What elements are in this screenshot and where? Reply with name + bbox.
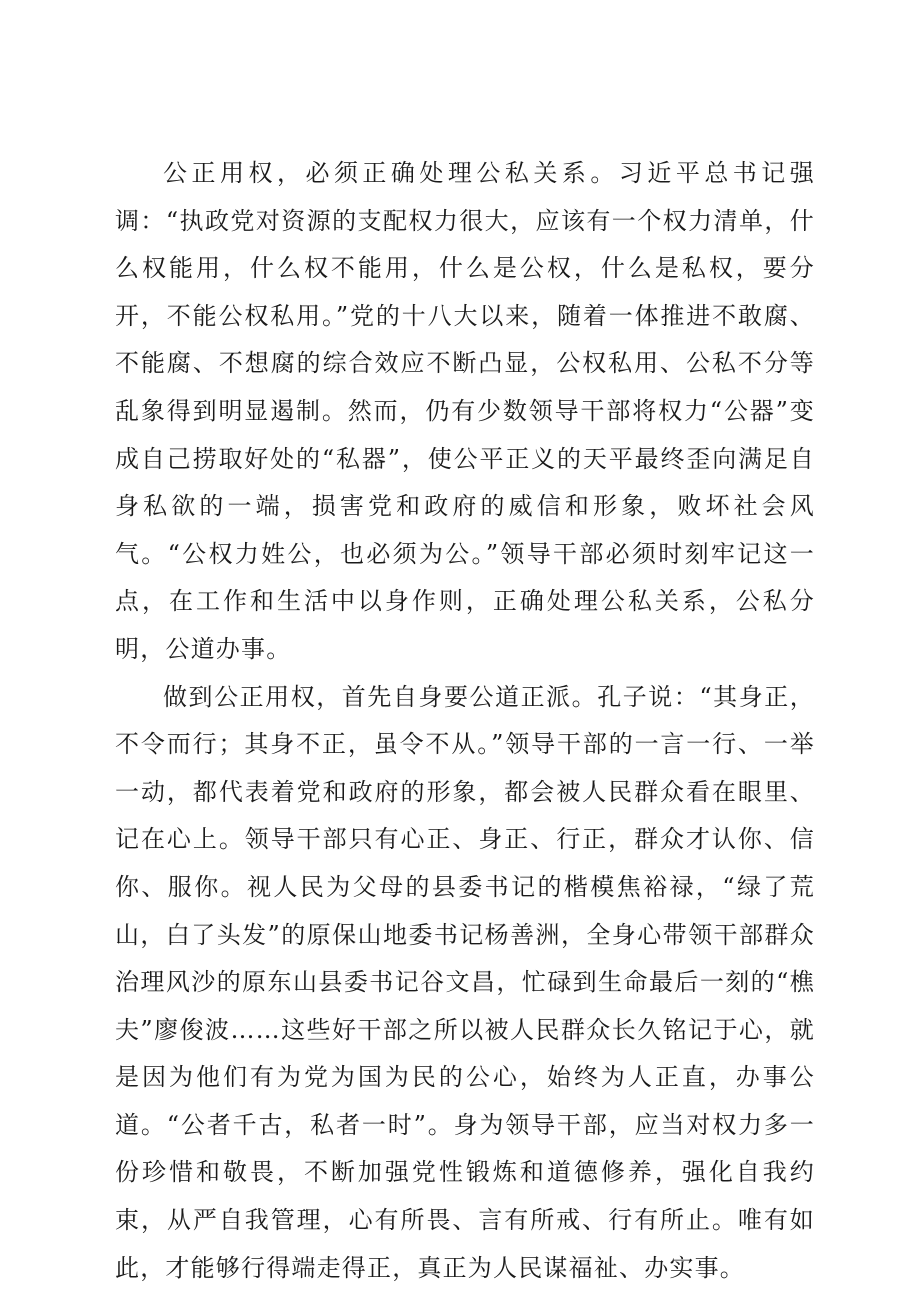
article-body [115, 150, 815, 1292]
paragraph-fair-use-of-power: 公正用权，必须正确处理公私关系。习近平总书记强调：“执政党对资源的支配权力很大，应该有一个权力清单，什么权能用，什么权不能用，什么是公权，什么是私权，要分开，不能公权私用。”党的十八大以来，随着一体推进不敢腐、不能腐、不想腐的综合效应不断凸显，公权私用、公私不分等乱象得到明显遏制。然而，仍有少数领导干部将权力“公器”变成自己捞取好处的“私器”，使公平正义的天平最终歪向满足自身私欲的一端，损害党和政府的威信和形象，败坏社会风气。“公权力姓公，也必须为公。”领导干部必须时刻牢记这一点，在工作和生活中以身作则，正确处理公私关系，公私分明，公道办事。 [115, 159, 815, 663]
paragraph-integrity-first: 做到公正用权，首先自身要公道正派。孔子说：“其身正，不令而行；其身不正，虽令不从。”领导干部的一言一行、一举一动，都代表着党和政府的形象，都会被人民群众看在眼里、记在心上。领导干部只有心正、身正、行正，群众才认你、信你、服你。视人民为父母的县委书记的楷模焦裕禄，“绿了荒山，白了头发”的原保山地委书记杨善洲，全身心带领干部群众治理风沙的原东山县委书记谷文昌，忙碌到生命最后一刻的“樵夫”廖俊波……这些好干部之所以被人民群众长久铭记于心，就是因为他们有为党为国为民的公心，始终为人正直，办事公道。“公者千古，私者一时”。身为领导干部，应当对权力多一份珍惜和敬畏，不断加强党性锻炼和道德修养，强化自我约束，从严自我管理，心有所畏、言有所戒、行有所止。唯有如此，才能够行得端走得正，真正为人民谋福祉、办实事。 [115, 682, 815, 1282]
